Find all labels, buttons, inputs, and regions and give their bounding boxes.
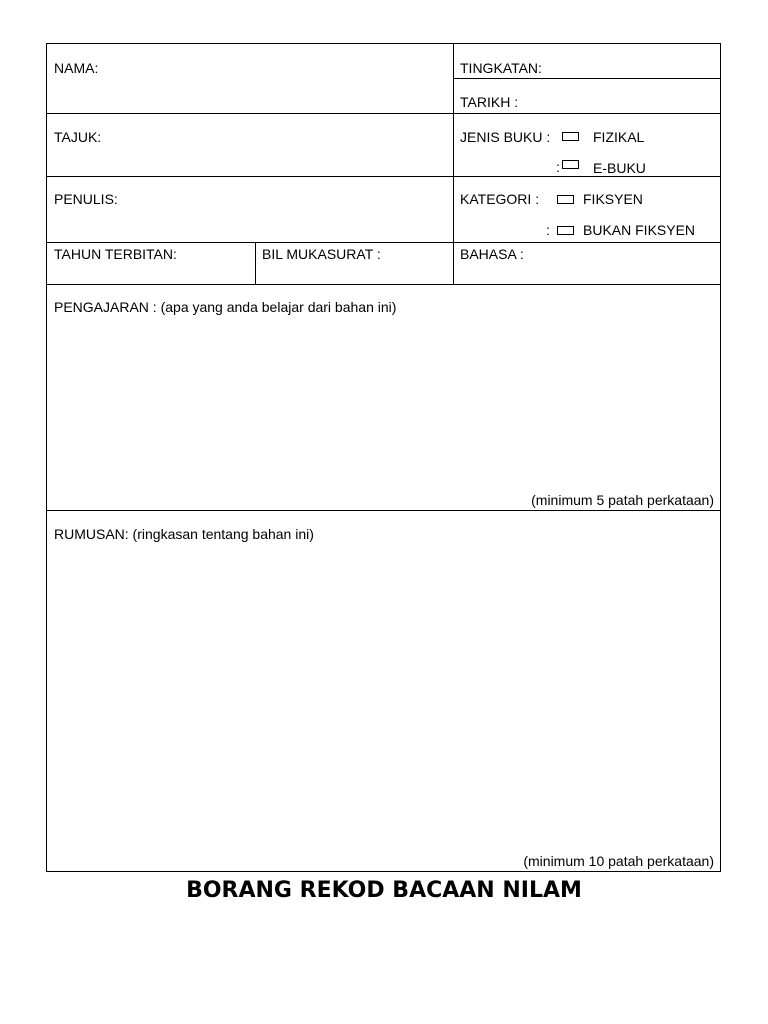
fiksyen-option-label: FIKSYEN bbox=[583, 191, 643, 207]
bukan-fiksyen-checkbox[interactable] bbox=[557, 226, 574, 235]
bahasa-field[interactable]: BAHASA : bbox=[460, 246, 524, 262]
divider bbox=[255, 242, 256, 284]
penulis-field[interactable]: PENULIS: bbox=[54, 191, 118, 207]
pengajaran-note: (minimum 5 patah perkataan) bbox=[531, 492, 714, 508]
kategori-label: KATEGORI : bbox=[460, 191, 540, 207]
divider bbox=[47, 284, 721, 285]
divider bbox=[453, 44, 454, 284]
jenis-buku-label: JENIS BUKU : bbox=[460, 129, 551, 145]
reading-record-form bbox=[46, 43, 721, 872]
fiksyen-checkbox[interactable] bbox=[557, 195, 574, 204]
tingkatan-field[interactable]: TINGKATAN: bbox=[460, 60, 542, 76]
tahun-terbitan-field[interactable]: TAHUN TERBITAN: bbox=[54, 246, 177, 262]
divider bbox=[47, 242, 721, 243]
fizikal-option-label: FIZIKAL bbox=[593, 129, 645, 145]
bukan-fiksyen-option-label: BUKAN FIKSYEN bbox=[583, 222, 696, 238]
divider bbox=[453, 78, 721, 79]
rumusan-note: (minimum 10 patah perkataan) bbox=[523, 853, 714, 869]
divider bbox=[47, 510, 721, 511]
bil-mukasurat-field[interactable]: BIL MUKASURAT : bbox=[262, 246, 381, 262]
divider bbox=[47, 113, 721, 114]
e-buku-option-label: E-BUKU bbox=[593, 160, 646, 176]
fizikal-checkbox[interactable] bbox=[562, 132, 579, 141]
page-title: BORANG REKOD BACAAN NILAM bbox=[186, 878, 582, 903]
rumusan-field[interactable]: RUMUSAN: (ringkasan tentang bahan ini) bbox=[54, 526, 314, 542]
option-prefix: : bbox=[546, 222, 550, 238]
option-prefix: : bbox=[556, 159, 560, 175]
tarikh-field[interactable]: TARIKH : bbox=[460, 94, 519, 110]
divider bbox=[47, 176, 721, 177]
nama-field[interactable]: NAMA: bbox=[54, 60, 99, 76]
pengajaran-field[interactable]: PENGAJARAN : (apa yang anda belajar dari bahan ini) bbox=[54, 299, 397, 315]
tajuk-field[interactable]: TAJUK: bbox=[54, 129, 102, 145]
e-buku-checkbox[interactable] bbox=[562, 160, 579, 169]
